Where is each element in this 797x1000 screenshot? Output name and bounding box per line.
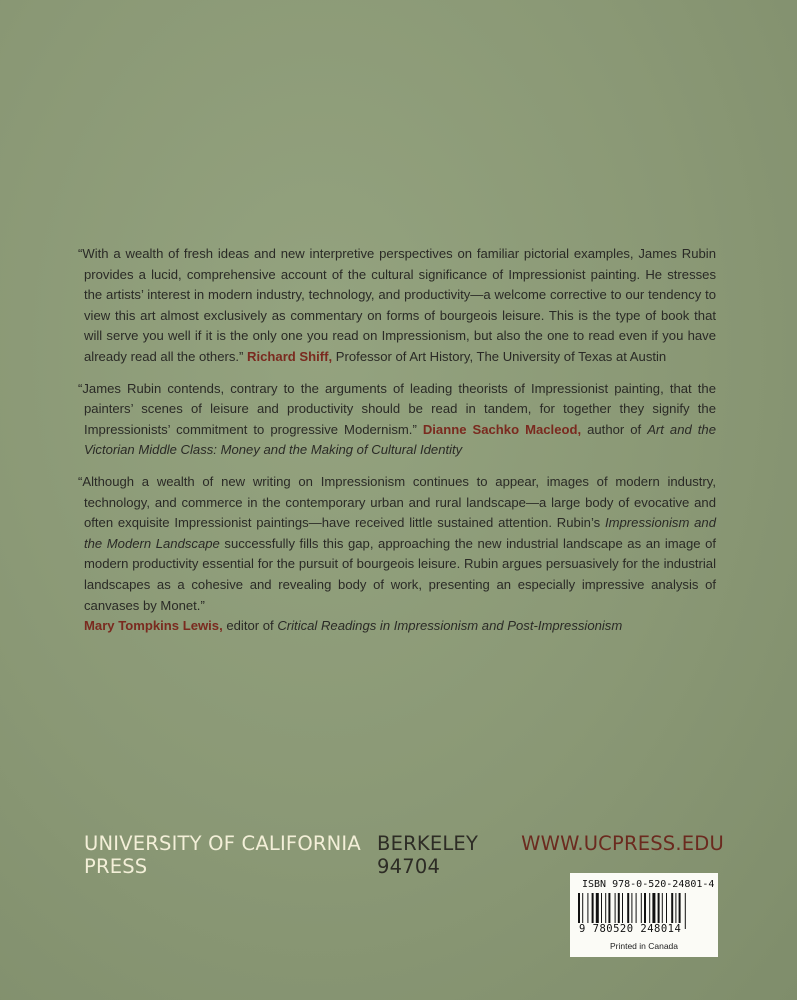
author-affiliation: author of <box>581 421 648 437</box>
blurb-macleod <box>78 379 716 461</box>
blurb-text: successfully fills this gap, approaching the new industrial landscape as an image of modern productivity essential for the pursuit of bourgeois leisure. Rubin argues persuasively for the industrial landscapes as a cohesive and revealing body of work, presenting an especially impressive analysis of canvases by Monet.” <box>84 535 717 613</box>
author-affiliation: editor of <box>222 618 278 634</box>
author-work: Art and the Victorian Middle Class: Money and the Making of Cultural Identity <box>84 421 716 458</box>
publisher-city: BERKELEY 94704 <box>377 832 479 878</box>
author-name: Dianne Sachko Macleod, <box>422 421 582 437</box>
author-name: Mary Tompkins Lewis, <box>84 618 223 634</box>
publisher-name: UNIVERSITY OF CALIFORNIA PRESS <box>84 832 361 878</box>
blurb-text: “Although a wealth of new writing on Impressionism continues to appear, images of modern industry, technology, and commerce in the contemporary urban and rural landscape—a large body of evocative and often exquisite Impressionist paintings—have received little sustained attention. Rubin’s <box>78 473 716 531</box>
blurb-lewis <box>78 472 716 637</box>
isbn-text: ISBN 978-0-520-24801-4 <box>582 879 715 890</box>
publisher-footer <box>84 832 724 878</box>
printed-in: Printed in Canada <box>609 941 679 951</box>
blurb-shiff <box>78 244 716 368</box>
blurb-text: “With a wealth of fresh ideas and new interpretive perspectives on familiar pictorial examples, James Rubin provides a lucid, comprehensive account of the cultural significance of Impressionist painting. He stresses the artists’ interest in modern industry, technology, and productivity—a welcome corrective to our tendency to view this art almost exclusively as commentary on forms of bourgeois leisure. This is the type of book that will serve you well if it is the only one you read on Impressionism, but also the one to read even if you have already read all the others.” <box>78 246 716 364</box>
blurb-text: “James Rubin contends, contrary to the arguments of leading theorists of Impressionist painting, that the painters’ scenes of leisure and productivity should be read in tandem, for together they signify the Impressionists’ commitment to progressive Modernism.” <box>78 380 716 437</box>
barcode-label <box>570 873 718 957</box>
author-name: Richard Shiff, <box>247 348 333 364</box>
author-work: Critical Readings in Impressionism and Post-Impressionism <box>277 618 623 634</box>
author-affiliation: Professor of Art History, The University of Texas at Austin <box>332 348 667 364</box>
publisher-website: WWW.UCPRESS.EDU <box>521 832 724 855</box>
barcode-number: 9 780520 248014 <box>579 923 682 935</box>
blurbs <box>78 244 716 648</box>
book-title: Impressionism and the Modern Landscape <box>84 515 716 551</box>
